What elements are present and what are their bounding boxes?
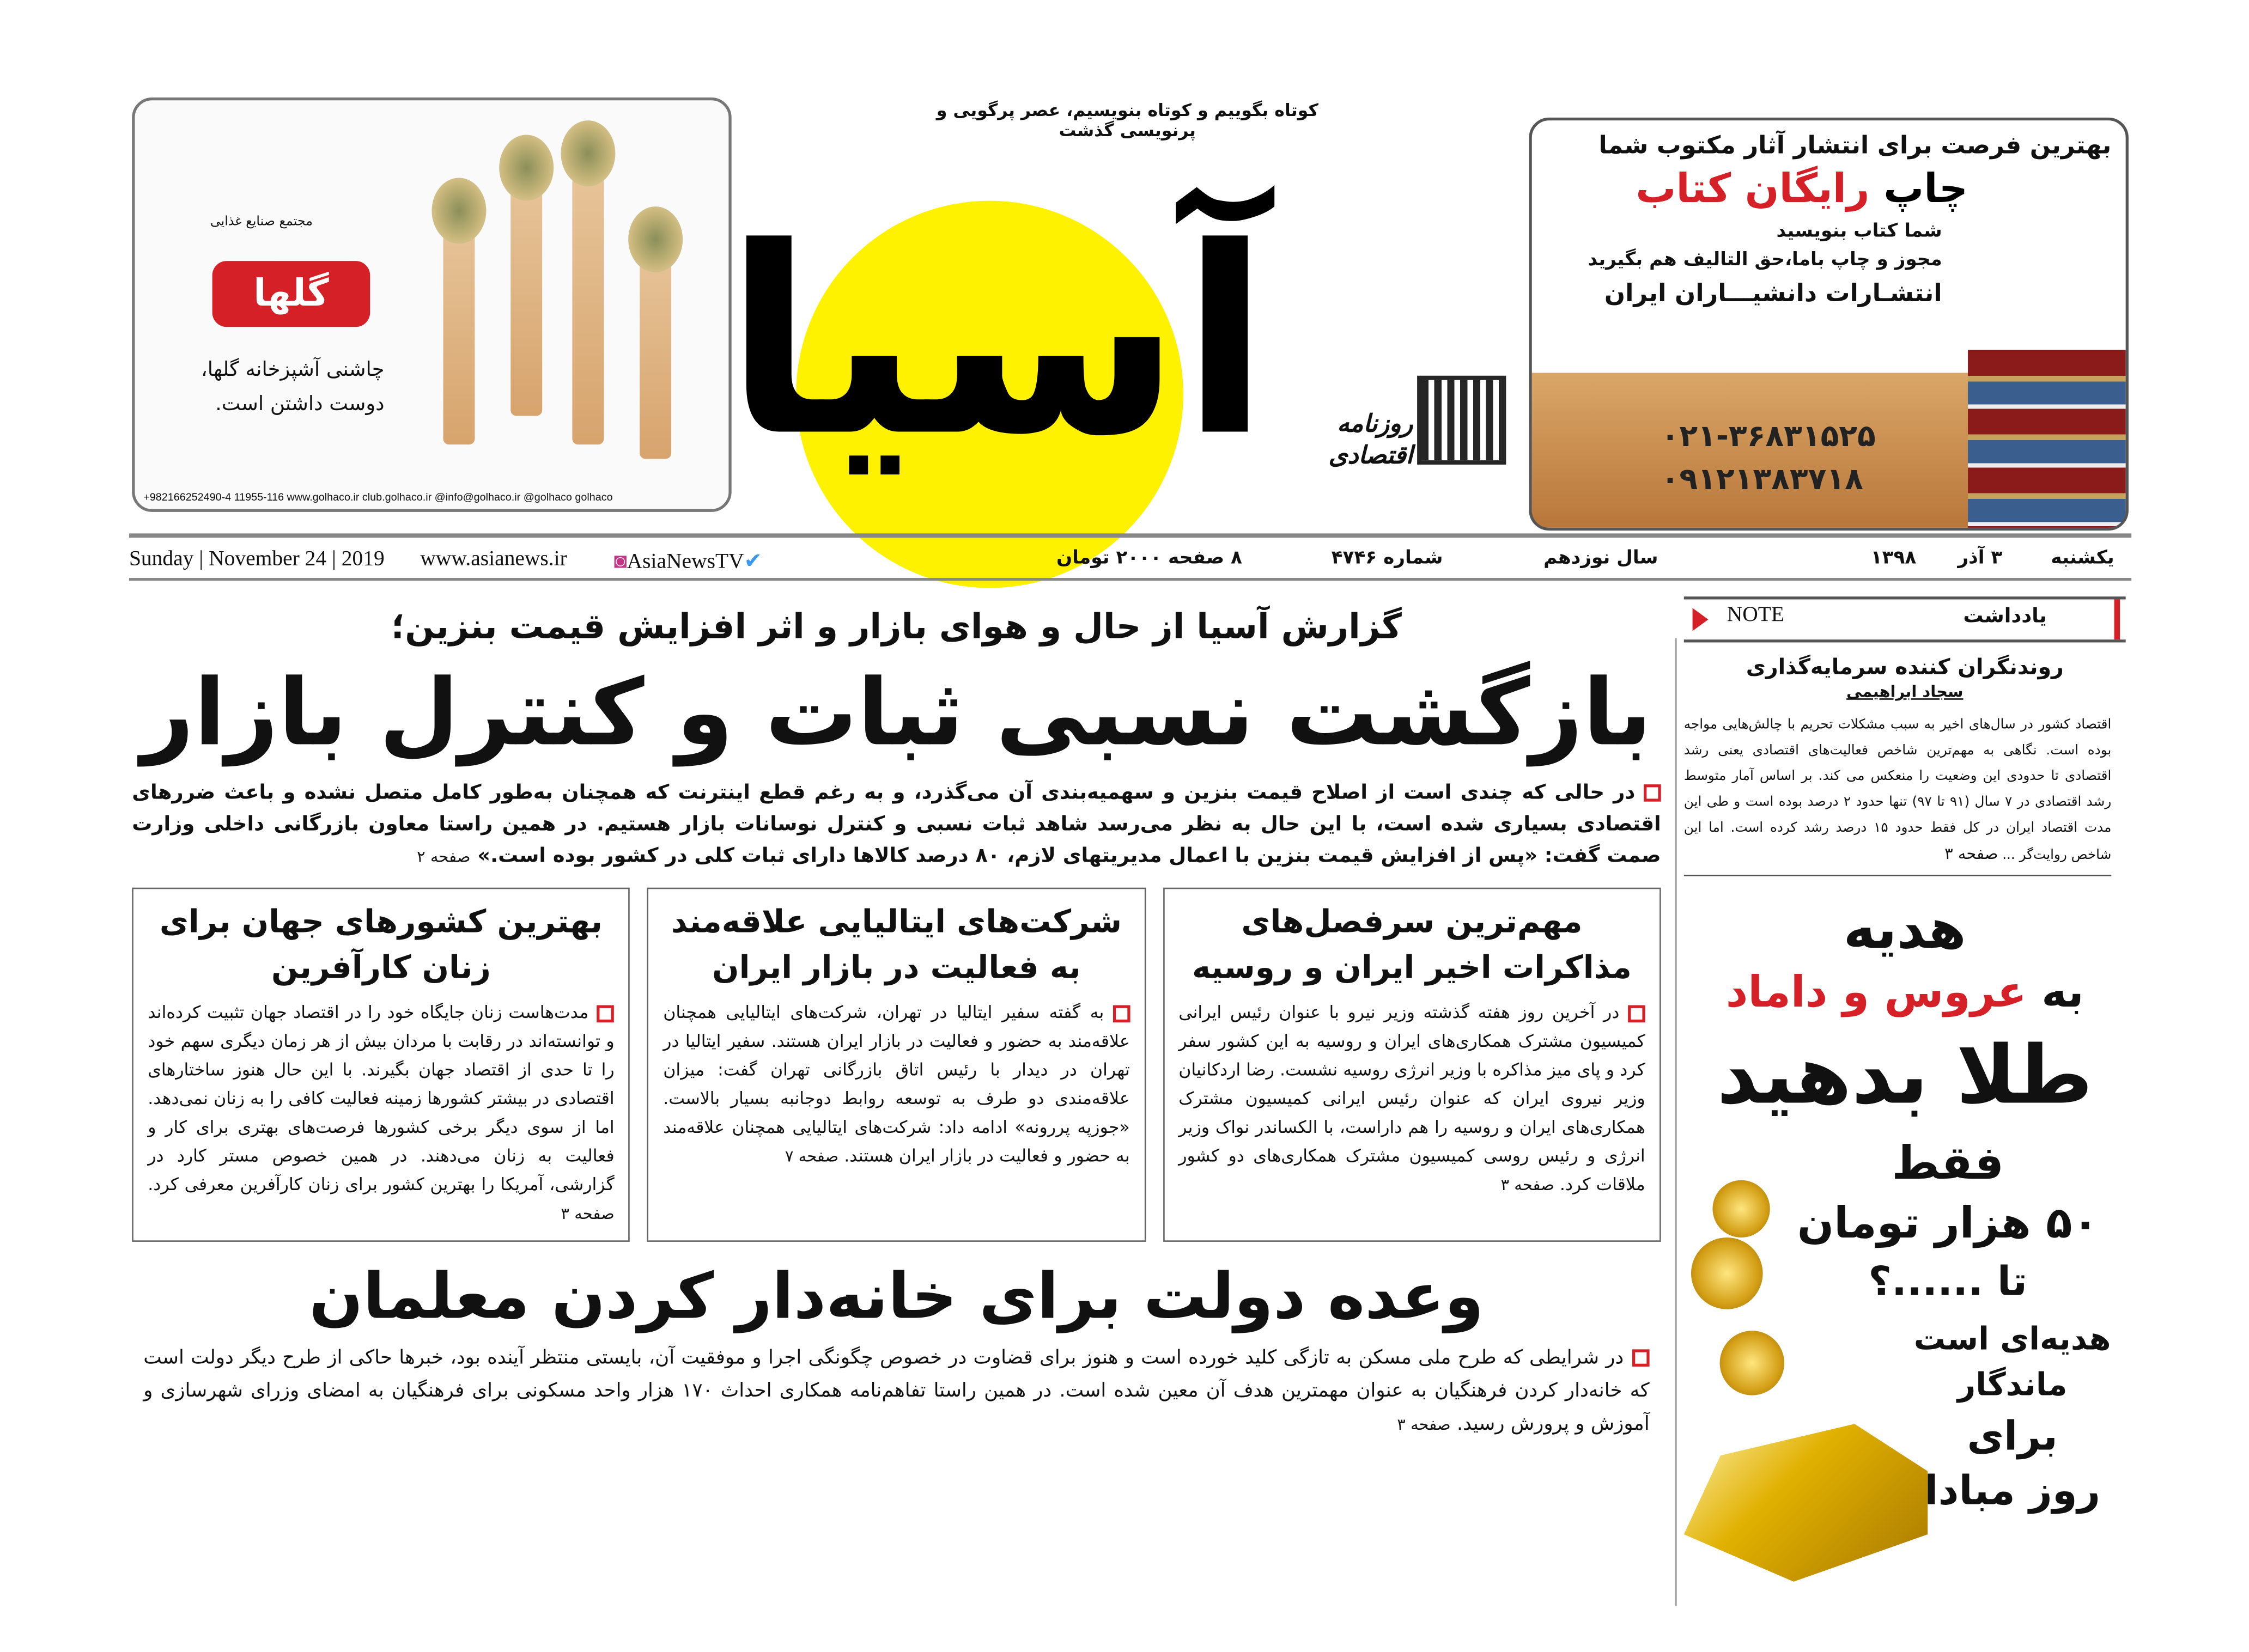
article-box[interactable]: [132, 888, 630, 1242]
golha-advertisement[interactable]: [132, 97, 731, 512]
article-row: [132, 888, 1661, 1242]
ad-title: چاپ رایگان کتاب: [1636, 164, 1968, 212]
article-title[interactable]: مهم‌ترین سرفصل‌های مذاکرات اخیر ایران و روسیه: [1192, 905, 1632, 987]
right-column: [1684, 596, 2126, 1519]
note-body: اقتصاد کشور در سال‌های اخیر به سبب مشکلات تحریم با چالش‌هایی مواجه بوده است. نگاهی به مهم‌ترین شاخص فعالیت‌های اقتصادی یعنی رشد اقتصادی تا حدودی این وضعیت را منعکس می کند. بر اساس آمار متوسط رشد اقتصادی در ۷ سال (۹۱ تا ۹۷) تنها حدود ۲ درصد بوده است و طی این مدت اقتصاد ایران در کل فقط حدود ۱۵ درصد رشد کرده است. اما این شاخص روایت‌گر ... صفحه ۳: [1684, 712, 2112, 876]
gift-line: برای: [1967, 1412, 2058, 1460]
ad-phone: ۰۹۱۲۱۳۸۳۷۱۸: [1661, 461, 1863, 496]
gift-line: هدیه: [1843, 898, 1966, 961]
golha-group: مجتمع صنایع غذایی: [210, 215, 313, 230]
pages-price: ۸ صفحه ۲۰۰۰ تومان: [1056, 547, 1242, 570]
golha-logo: گلها: [212, 261, 370, 327]
column-divider: [1675, 638, 1677, 1606]
article-body: به گفته سفیر ایتالیا در تهران، شرکت‌های ایتالیایی همچنان علاقه‌مند به حضور و فعالیت در بازار ایران هستند. سفیر ایتالیا در تهران در دیدار با رئیس اتاق بازرگانی تهران گفت: میزان علاقه‌مندی دو طرف به توسعه روابط دوجانبه بسیار بالاست. «جوزپه پررونه» ادامه داد: شرکت‌های ایتالیایی همچنان علاقه‌مند به حضور و فعالیت در بازار ایران هستند. صفحه ۷: [663, 1002, 1130, 1166]
newspaper-logo: آسیا: [725, 193, 1269, 493]
spoon-image: [640, 215, 671, 459]
note-label: یادداشت: [1963, 605, 2047, 629]
golha-slogan-2: دوست داشتن است.: [215, 393, 385, 416]
bottom-headline[interactable]: وعده دولت برای خانه‌دار کردن معلمان: [309, 1260, 1484, 1334]
ad-line: بهترین فرصت برای انتشار آثار مکتوب شما: [1598, 132, 2112, 161]
ad-line: شما کتاب بنویسید: [1776, 221, 1942, 242]
divider: [129, 578, 2131, 581]
english-date: Sunday | November 24 | 2019: [129, 547, 385, 571]
ad-phone: ۰۲۱-۳۶۸۳۱۵۲۵: [1661, 418, 1876, 453]
gift-line: روز مبادا: [1924, 1467, 2101, 1515]
gift-line: ماندگار: [1957, 1368, 2068, 1404]
book-publishing-advertisement[interactable]: [1529, 118, 2128, 531]
gift-line: طلا بدهید: [1717, 1029, 2093, 1123]
main-lede: در حالی که چندی است از اصلاح قیمت بنزین و سهمیه‌بندی آن می‌گذرد، و به رغم قطع اینترنت که همچنان به‌طور کامل متصل نشده و باعث ضررهای اقتصادی بسیاری شده است، با این حال به نظر می‌رسد شاهد ثبات نسبی و کنترل نوسانات بازار هستیم. در همین راستا معاون بازرگانی داخلی وزارت صمت گفت: «پس از افزایش قیمت بنزین با اعمال مدیریتهای لازم، ۸۰ درصد کالاها دارای ثبات کلی در کشور بوده است.» صفحه ۲: [132, 781, 1661, 868]
page-ref[interactable]: صفحه ۳: [561, 1204, 615, 1223]
page-ref[interactable]: صفحه ۷: [785, 1147, 839, 1166]
note-column: [1684, 596, 2126, 876]
note-label-en: NOTE: [1727, 604, 1785, 627]
article-title[interactable]: شرکت‌های ایتالیایی علاقه‌مند به فعالیت در بازار ایران: [671, 905, 1122, 987]
ad-publisher: انتشـارات دانشیـــاران ایران: [1604, 279, 1942, 309]
spoon-image: [572, 129, 604, 444]
volume: سال نوزدهم: [1543, 547, 1658, 570]
books-image: [1968, 350, 2126, 531]
article-box[interactable]: [647, 888, 1145, 1242]
gift-line: ۵۰ هزار تومان: [1797, 1198, 2099, 1249]
note-author: سجاد ابراهیمی: [1846, 682, 1964, 702]
gift-line: فقط: [1892, 1136, 2004, 1191]
ad-line: مجوز و چاپ باما،حق التالیف هم بگیرید: [1588, 249, 1942, 271]
persian-year: ۱۳۹۸: [1870, 547, 1917, 570]
date-bar: [129, 545, 2131, 576]
spoon-image: [510, 143, 542, 416]
instagram-handle[interactable]: ◙AsiaNewsTV✔: [613, 550, 762, 574]
verified-icon: ✔: [744, 550, 762, 574]
gift-line: هدیه‌ای است: [1913, 1322, 2111, 1358]
note-title[interactable]: روندنگران کننده سرمایه‌گذاری: [1746, 654, 2064, 680]
main-kicker: گزارش آسیا از حال و هوای بازار و اثر افزایش قیمت بنزین؛: [391, 606, 1402, 647]
spoon-image: [443, 186, 475, 444]
persian-date: ۳ آذر: [1958, 547, 2003, 570]
gift-line: تا ......؟: [1868, 1257, 2028, 1305]
issue-number: شماره ۴۷۴۶: [1331, 547, 1443, 570]
newspaper-subtitle: روزنامه اقتصادی: [1328, 410, 1413, 471]
instagram-icon: ◙: [613, 550, 627, 574]
masthead-tagline: کوتاه بگوییم و کوتاه بنویسیم، عصر پرگویی و پرنویسی گذشت: [936, 100, 1318, 141]
article-box[interactable]: [1163, 888, 1661, 1242]
page-ref[interactable]: صفحه ۲: [417, 847, 471, 867]
qr-code-icon[interactable]: [1417, 376, 1506, 465]
article-title[interactable]: بهترین کشورهای جهان برای زنان کارآفرین: [159, 905, 603, 987]
bottom-lede: در شرایطی که طرح ملی مسکن به تازگی کلید خورده است و هنوز برای قضاوت در خصوص چگونگی اجرا و موفقیت آن، بایستی منتظر آینده بود، خبرها حاکی از طرح دیگر دولت است که خانه‌دار کردن فرهنگیان به عنوان مهمترین هدف آن معین شده است. در همین راستا تفاهم‌نامه همکاری احداث ۱۷۰ هزار واحد مسکونی برای فرهنگیان به امضای وزرای شهرسازی و آموزش و پرورش رسید. صفحه ۳: [143, 1346, 1650, 1436]
main-headline[interactable]: بازگشت نسبی ثبات و کنترل بازار: [141, 661, 1652, 767]
article-body: مدت‌هاست زنان جایگاه خود را در اقتصاد جهان تثبیت کرده‌اند و توانسته‌اند در رقابت با مردان بیش از هر زمان دیگری سهم خود را تا حدی از اقتصاد جهان بگیرند. با این حال هنوز ساختارهای اقتصادی در بیشتر کشورها زمینه فعالیت کافی را به زنان نمی‌دهد. اما از سوی دیگر برخی کشورها فرصت‌های بهتری برای کار و فعالیت به زنان می‌دهند. در همین خصوص مستر کارد در گزارشی، آمریکا را بهترین کشور برای زنان کارآفرین معرفی کرد. صفحه ۳: [148, 1002, 615, 1223]
bullet-icon: [1644, 784, 1661, 802]
website-link[interactable]: www.asianews.ir: [420, 547, 567, 571]
golha-slogan-1: چاشنی آشپزخانه گلها،: [200, 358, 385, 382]
weekday: یکشنبه: [2051, 547, 2114, 570]
page-ref[interactable]: صفحه ۳: [1397, 1415, 1451, 1434]
article-body: در آخرین روز هفته گذشته وزیر نیرو با عنوان رئیس ایرانی کمیسیون مشترک همکاری‌های ایران و روسیه به این کشور سفر کرد و پای میز مذاکره با وزیر انرژی روسیه نشست. رضا اردکانیان وزیر نیروی ایران که عنوان رئیس ایرانی کمیسیون مشترک همکاری‌های ایران و روسیه را هم داراست، با الکساندر نواک وزیر انرژی و رئیس روسی کمیسیون مشترک همکاری‌های دو کشور ملاقات کرد. صفحه ۳: [1178, 1002, 1645, 1195]
divider: [129, 533, 2131, 538]
page-ref[interactable]: صفحه ۳: [1500, 1175, 1554, 1195]
main-column: [132, 602, 1661, 1441]
golha-contact: +982166252490-4 11955-116 www.golhaco.ir club.golhaco.ir @info@golhaco.ir @golhaco golhaco: [143, 490, 613, 504]
gift-line: به عروس و داماد: [1725, 968, 2084, 1019]
play-arrow-icon: [1693, 608, 1709, 631]
note-header: [1684, 596, 2126, 642]
gold-gift-advertisement[interactable]: [1684, 893, 2126, 1519]
page-ref[interactable]: صفحه ۳: [1944, 844, 1998, 863]
